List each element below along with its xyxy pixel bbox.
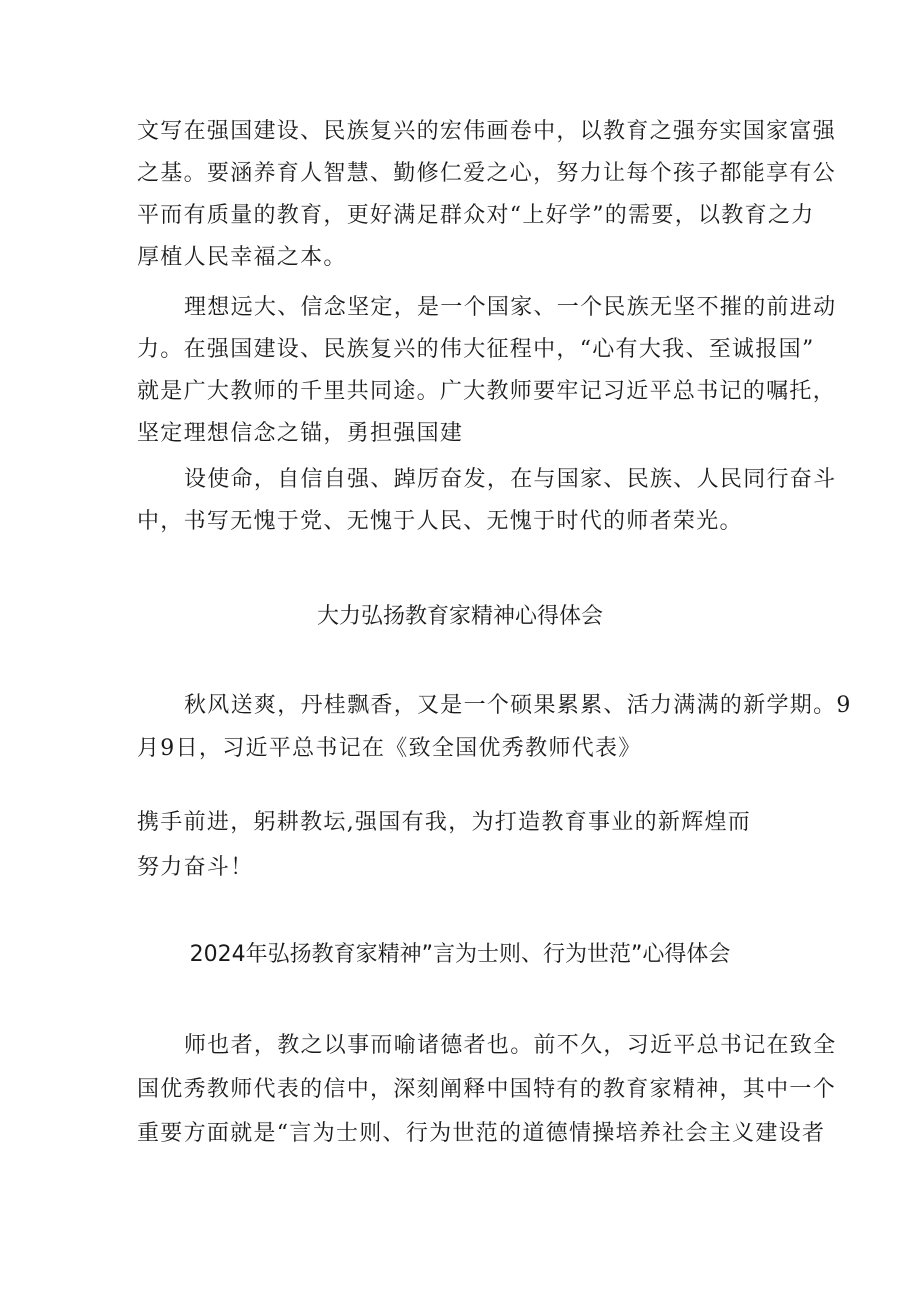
paragraph-line: 月9日，习近平总书记在《致全国优秀教师代表》: [137, 736, 642, 761]
paragraph-line: 厚植人民幸福之本。: [137, 245, 347, 270]
paragraph-line: 重要方面就是“言为士则、行为世范的道德情操培养社会主义建设者: [137, 1121, 826, 1146]
paragraph-line: 携手前进，躬耕教坛,强国有我，为打造教育事业的新辉煌而: [137, 810, 752, 835]
paragraph-line: 国优秀教师代表的信中，深刻阐释中国特有的教育家精神，其中一个: [137, 1077, 837, 1102]
paragraph-line: 就是广大教师的千里共同途。广大教师要牢记习近平总书记的嘱托，: [137, 379, 837, 404]
paragraph-line: 努力奋斗！: [137, 855, 254, 880]
paragraph-line: 力。在强国建设、民族复兴的伟大征程中，“心有大我、至诚报国”: [137, 337, 815, 362]
paragraph-line: 设使命，自信自强、踔厉奋发，在与国家、民族、人民同行奋斗: [184, 467, 837, 492]
paragraph-line: 平而有质量的教育，更好满足群众对“上好学”的需要，以教育之力: [137, 203, 815, 228]
paragraph-line: 中，书写无愧于党、无愧于人民、无愧于时代的师者荣光。: [137, 509, 743, 534]
section-title: 2024年弘扬教育家精神”言为士则、行为世范”心得体会: [189, 942, 731, 967]
paragraph-line: 之基。要涵养育人智慧、勤修仁爱之心，努力让每个孩子都能享有公: [137, 161, 837, 186]
paragraph-line: 秋风送爽，丹桂飘香，又是一个硕果累累、活力满满的新学期。9: [184, 693, 852, 718]
paragraph-line: 文写在强国建设、民族复兴的宏伟画卷中，以教育之强夯实国家富强: [137, 119, 837, 144]
section-title: 大力弘扬教育家精神心得体会: [316, 604, 603, 629]
paragraph-line: 坚定理想信念之锚，勇担强国建: [137, 421, 464, 446]
paragraph-line: 理想远大、信念坚定，是一个国家、一个民族无坚不摧的前进动: [184, 295, 837, 320]
paragraph-line: 师也者，教之以事而喻诸德者也。前不久，习近平总书记在致全: [184, 1033, 837, 1058]
